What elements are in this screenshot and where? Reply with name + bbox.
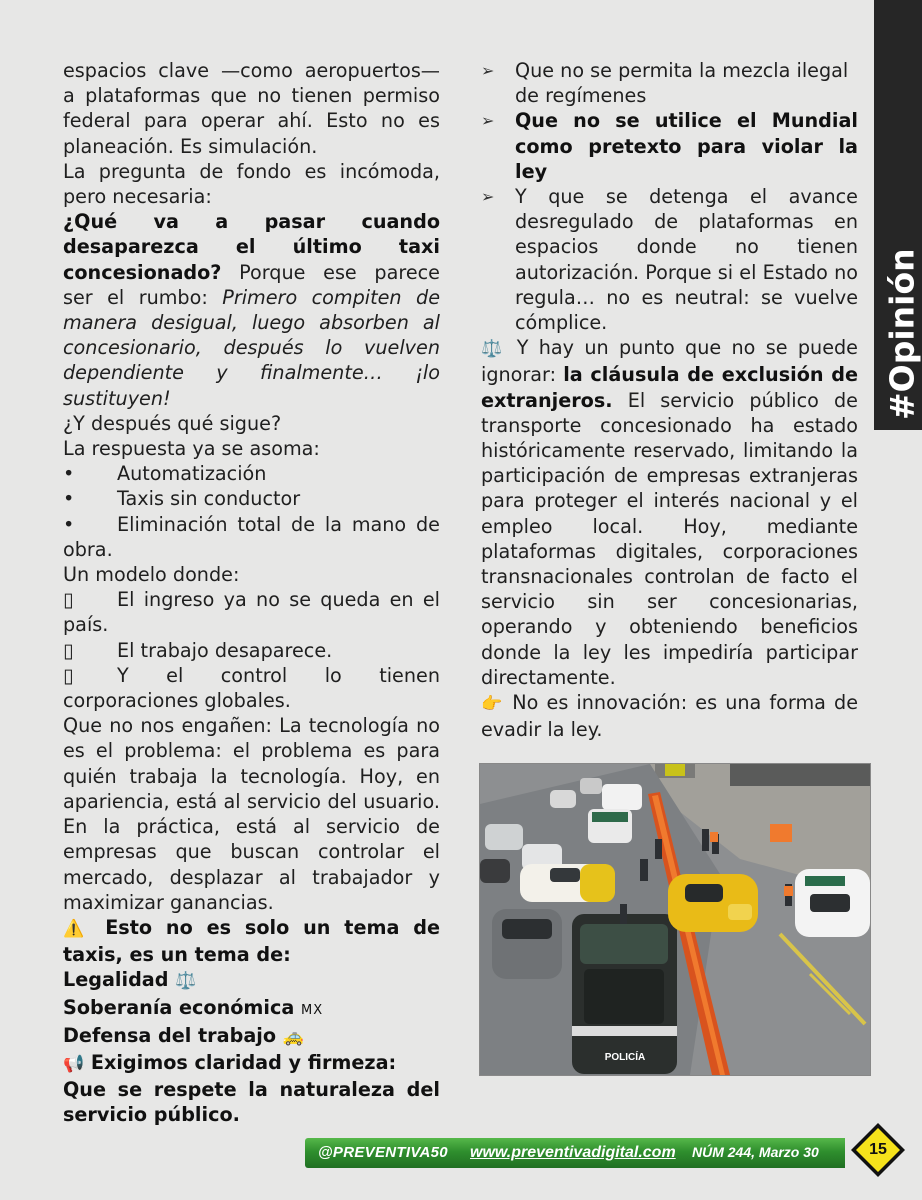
bold-text: la cláusula de exclusión de extranjeros. [481,363,858,412]
paragraph [63,967,440,994]
bullet-icon: • [63,512,75,536]
paragraph: Que no nos engañen: La tecnología no es el problema: el problema es para quién trabaja la tecnología. Hoy, en apariencia, está al servicio del usuario. En la práctica, está al servicio de empresas que buscan controlar el mercado, desplazar al trabajador y maximizar ganancias. [63,714,440,914]
right-column [481,58,858,742]
taxi-icon: 🚕 [282,1026,304,1047]
street-photo [479,763,871,1076]
list-item [481,58,858,108]
list-item [481,108,858,184]
section-tab-label: #Opinión [882,248,922,420]
list-item [63,663,440,713]
box-icon: ▯ [63,638,74,662]
arrow-icon: ➢ [481,111,495,131]
left-column [63,58,440,1128]
list-item [63,638,440,663]
paragraph [63,995,440,1023]
list-item [63,587,440,637]
issue-info: NÚM 244, Marzo 30 [692,1144,819,1160]
list-item-text: Y el control lo tienen corporaciones globales. [63,663,440,713]
police-label: POLICÍA [604,1052,646,1063]
list-item [63,461,440,486]
bullet-icon: • [63,487,75,511]
list-item-text: Automatización [117,462,267,486]
text-span: No es innovación: es una forma de evadir la ley. [481,691,858,742]
scale-icon: ⚖️ [175,971,197,992]
text-span: Y hay un punto que no se puede ignorar: [481,336,858,387]
warning-icon: ⚠️ [63,918,92,939]
bold-text: Esto no es solo un tema de taxis, es un tema de: [63,915,440,967]
paragraph: Que se respete la naturaleza del servicio público. [63,1078,440,1127]
list-item-text: Y que se detenga el avance desregulado de plataformas en espacios donde no tienen autorización. Porque si el Estado no regula… no es neutral: se vuelve cómplice. [515,185,858,335]
pointing-hand-icon: 👉 [481,694,505,715]
bold-text: Legalidad [63,968,169,992]
mx-flag-icon: MX [301,1002,324,1018]
list-item [63,512,440,562]
bullet-icon: • [63,462,75,486]
list-item-text: Que no se permita la mezcla ilegal de regímenes [515,59,849,108]
bold-text: Exigimos claridad y firmeza: [84,1050,397,1074]
paragraph: ¿Y después qué sigue? [63,411,282,435]
paragraph: La respuesta ya se asoma: [63,437,320,461]
arrow-icon: ➢ [481,187,495,207]
bold-question: ¿Qué va a pasar cuando desaparezca el último taxi concesionado? [63,210,440,284]
bold-text: Soberanía económica [63,995,295,1019]
paragraph: La pregunta de fondo es incómoda, pero necesaria: [63,159,440,209]
list-item-text: El ingreso ya no se queda en el país. [63,588,440,637]
list-item-text: Taxis sin conductor [117,487,301,511]
text-span: El servicio público de transporte concesionado ha estado históricamente reservado, limitando la participación de empresas extranjeras para proteger el interés nacional y el empleo local. Hoy, mediante plataformas digitales, corporaciones transnacionales controlan de facto el servicio sin ser concesionarias, operando y obteniendo beneficios donde la ley les impediría participar directamente. [481,388,858,689]
paragraph [481,690,858,742]
scale-icon: ⚖️ [481,339,507,360]
list-item-text: El trabajo desaparece. [117,638,333,662]
italic-text: Primero compiten de manera desigual, luego absorben al concesionario, después lo vuelven dependiente y finalmente… ¡lo sustituyen! [63,285,441,410]
social-handle[interactable]: @PREVENTIVA50 [318,1144,448,1161]
arrow-icon: ➢ [481,61,495,80]
box-icon: ▯ [63,588,74,612]
paragraph [63,915,440,967]
list-item [63,486,440,511]
paragraph [63,209,440,411]
box-icon: ▯ [63,663,74,687]
list-item-text: Eliminación total de la mano de obra. [63,512,440,561]
paragraph: Un modelo donde: [63,563,240,587]
bold-text: Defensa del trabajo [63,1023,277,1047]
page-number: 15 [869,1141,887,1158]
megaphone-icon: 📢 [63,1053,85,1074]
paragraph: espacios clave —como aeropuertos— a plataformas que no tienen permiso federal para operar ahí. Esto no es planeación. Es simulación. [63,59,440,158]
list-item [481,184,858,335]
paragraph [63,1050,440,1077]
website-link[interactable]: www.preventivadigital.com [470,1144,676,1161]
paragraph [481,335,858,690]
list-item-text: Que no se utilice el Mundial como pretexto para violar la ley [515,109,858,183]
paragraph [63,1023,440,1050]
text-span: Porque ese parece ser el rumbo: [63,260,440,309]
